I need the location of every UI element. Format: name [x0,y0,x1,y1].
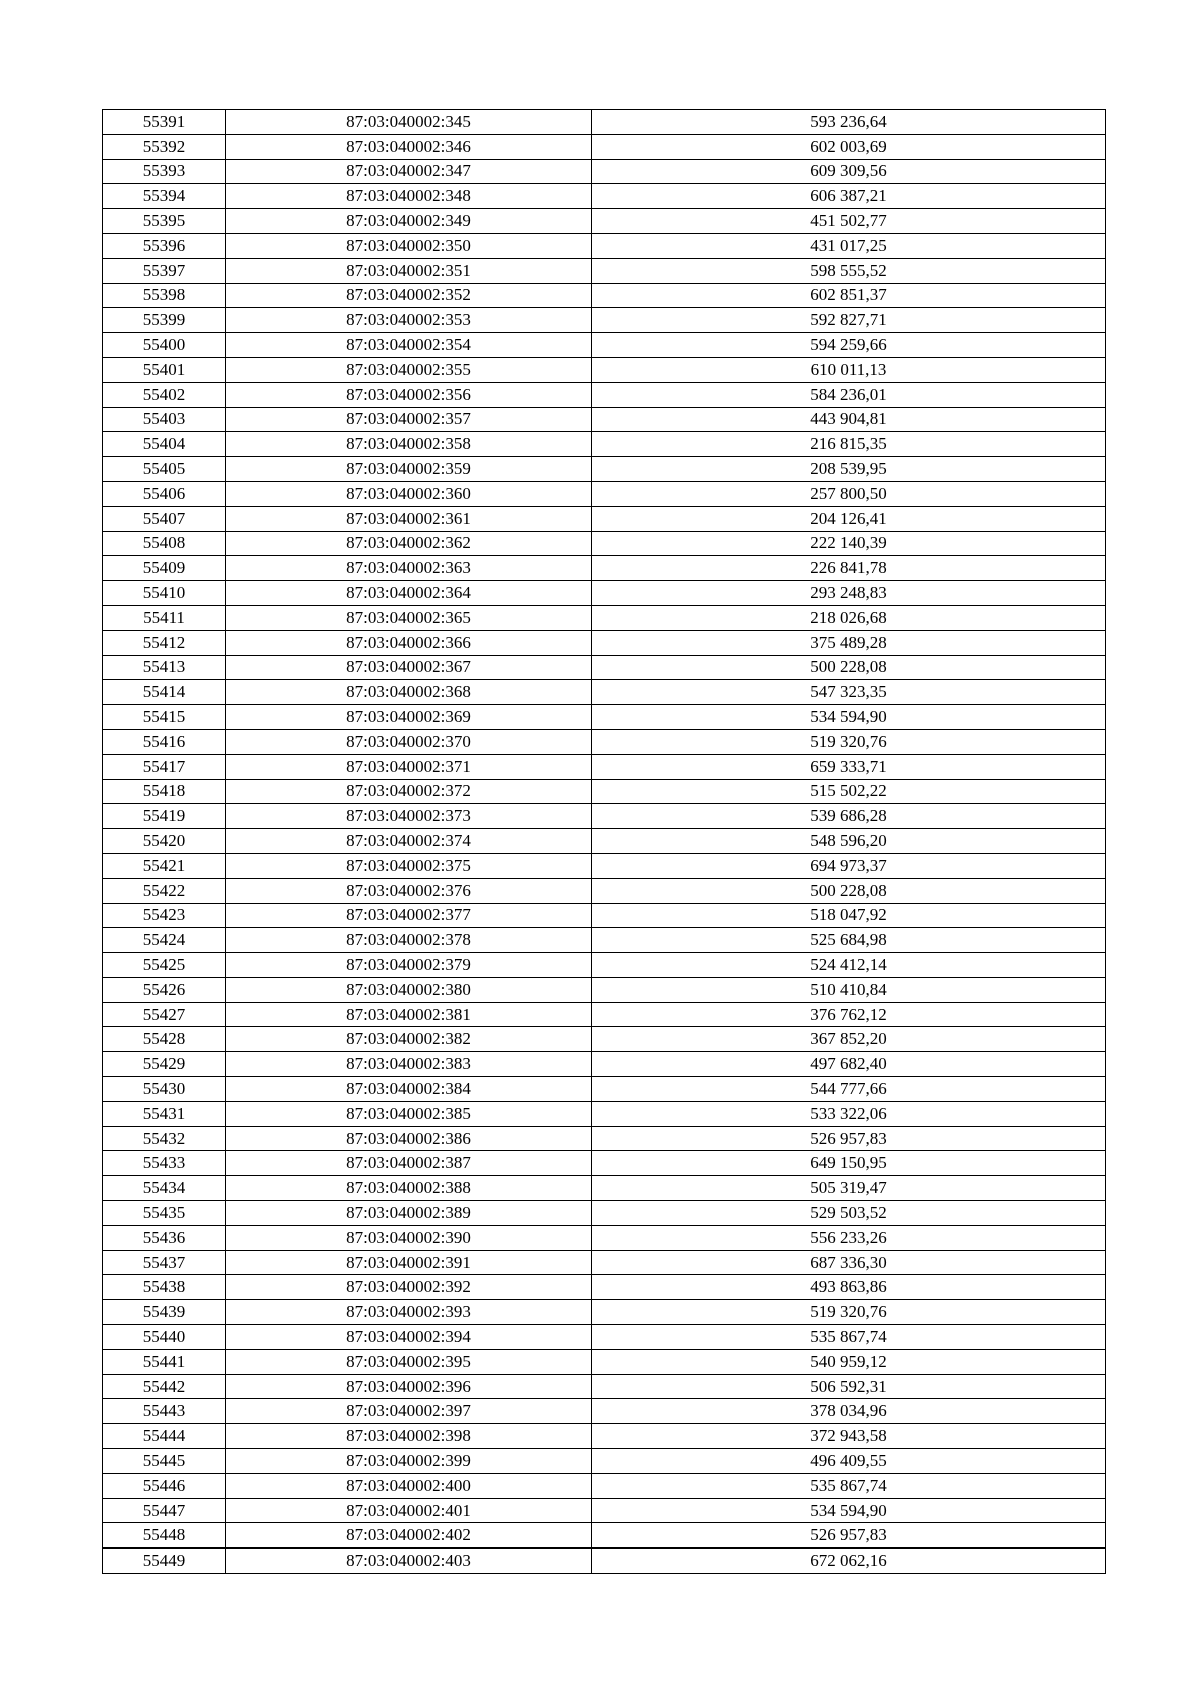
cadastral-number-cell: 87:03:040002:354 [226,333,592,358]
cadastral-number-cell: 87:03:040002:353 [226,308,592,333]
cadastral-number-cell: 87:03:040002:403 [226,1548,592,1573]
cadastral-number-cell: 87:03:040002:356 [226,382,592,407]
cadastral-value-cell: 505 319,47 [592,1176,1106,1201]
cadastral-number-cell: 87:03:040002:400 [226,1473,592,1498]
row-number-cell: 55443 [103,1399,226,1424]
cadastral-number-cell: 87:03:040002:396 [226,1374,592,1399]
table-row [103,953,1106,978]
cadastral-value-cell: 592 827,71 [592,308,1106,333]
cadastral-value-cell: 534 594,90 [592,1498,1106,1523]
table-row [103,581,1106,606]
cadastral-number-cell: 87:03:040002:374 [226,829,592,854]
cadastral-value-cell: 293 248,83 [592,581,1106,606]
table-row [103,1548,1106,1573]
table-row [103,1101,1106,1126]
row-number-cell: 55400 [103,333,226,358]
cadastral-number-cell: 87:03:040002:363 [226,556,592,581]
row-number-cell: 55424 [103,928,226,953]
table-row [103,1399,1106,1424]
table-row [103,134,1106,159]
row-number-cell: 55420 [103,829,226,854]
row-number-cell: 55435 [103,1201,226,1226]
table-row [103,1523,1106,1548]
cadastral-number-cell: 87:03:040002:371 [226,754,592,779]
table-row [103,258,1106,283]
cadastral-number-cell: 87:03:040002:375 [226,853,592,878]
table-row [103,1027,1106,1052]
table-row [103,1002,1106,1027]
cadastral-number-cell: 87:03:040002:362 [226,531,592,556]
cadastral-value-cell: 218 026,68 [592,605,1106,630]
cadastral-number-cell: 87:03:040002:367 [226,655,592,680]
row-number-cell: 55399 [103,308,226,333]
cadastral-value-cell: 649 150,95 [592,1151,1106,1176]
row-number-cell: 55412 [103,630,226,655]
cadastral-value-cell: 222 140,39 [592,531,1106,556]
cadastral-value-cell: 510 410,84 [592,977,1106,1002]
row-number-cell: 55403 [103,407,226,432]
cadastral-value-cell: 602 003,69 [592,134,1106,159]
cadastral-number-cell: 87:03:040002:388 [226,1176,592,1201]
row-number-cell: 55433 [103,1151,226,1176]
cadastral-value-cell: 506 592,31 [592,1374,1106,1399]
cadastral-number-cell: 87:03:040002:372 [226,779,592,804]
cadastral-value-cell: 529 503,52 [592,1201,1106,1226]
row-number-cell: 55397 [103,258,226,283]
table-row [103,432,1106,457]
cadastral-number-cell: 87:03:040002:346 [226,134,592,159]
cadastral-number-cell: 87:03:040002:390 [226,1225,592,1250]
row-number-cell: 55402 [103,382,226,407]
cadastral-value-cell: 216 815,35 [592,432,1106,457]
table-row [103,308,1106,333]
cadastral-value-cell: 535 867,74 [592,1473,1106,1498]
cadastral-value-cell: 443 904,81 [592,407,1106,432]
cadastral-number-cell: 87:03:040002:401 [226,1498,592,1523]
cadastral-value-cell: 544 777,66 [592,1077,1106,1102]
row-number-cell: 55408 [103,531,226,556]
table-row [103,878,1106,903]
cadastral-value-cell: 539 686,28 [592,804,1106,829]
cadastral-value-cell: 606 387,21 [592,184,1106,209]
table-row [103,903,1106,928]
cadastral-number-cell: 87:03:040002:377 [226,903,592,928]
cadastral-number-cell: 87:03:040002:355 [226,357,592,382]
cadastral-value-cell: 376 762,12 [592,1002,1106,1027]
cadastral-number-cell: 87:03:040002:365 [226,605,592,630]
table-row [103,829,1106,854]
row-number-cell: 55445 [103,1449,226,1474]
cadastral-value-cell: 598 555,52 [592,258,1106,283]
row-number-cell: 55425 [103,953,226,978]
cadastral-number-cell: 87:03:040002:402 [226,1523,592,1548]
cadastral-number-cell: 87:03:040002:352 [226,283,592,308]
table-row [103,110,1106,135]
row-number-cell: 55411 [103,605,226,630]
table-row [103,1176,1106,1201]
cadastral-value-cell: 519 320,76 [592,1300,1106,1325]
cadastral-value-cell: 694 973,37 [592,853,1106,878]
cadastral-number-cell: 87:03:040002:347 [226,159,592,184]
cadastral-number-cell: 87:03:040002:397 [226,1399,592,1424]
table-row [103,779,1106,804]
row-number-cell: 55429 [103,1052,226,1077]
cadastral-number-cell: 87:03:040002:383 [226,1052,592,1077]
cadastral-value-cell: 493 863,86 [592,1275,1106,1300]
table-row [103,1300,1106,1325]
row-number-cell: 55418 [103,779,226,804]
row-number-cell: 55401 [103,357,226,382]
cadastral-number-cell: 87:03:040002:392 [226,1275,592,1300]
cadastral-value-cell: 431 017,25 [592,233,1106,258]
table-row [103,928,1106,953]
row-number-cell: 55427 [103,1002,226,1027]
cadastral-value-cell: 208 539,95 [592,457,1106,482]
table-row [103,1275,1106,1300]
cadastral-value-cell: 556 233,26 [592,1225,1106,1250]
cadastral-value-cell: 497 682,40 [592,1052,1106,1077]
cadastral-number-cell: 87:03:040002:345 [226,110,592,135]
table-row [103,1498,1106,1523]
cadastral-value-cell: 548 596,20 [592,829,1106,854]
table-row [103,853,1106,878]
row-number-cell: 55447 [103,1498,226,1523]
cadastral-value-cell: 610 011,13 [592,357,1106,382]
row-number-cell: 55407 [103,506,226,531]
cadastral-number-cell: 87:03:040002:382 [226,1027,592,1052]
cadastral-value-cell: 526 957,83 [592,1523,1106,1548]
table-row [103,804,1106,829]
row-number-cell: 55392 [103,134,226,159]
cadastral-number-cell: 87:03:040002:357 [226,407,592,432]
cadastral-number-cell: 87:03:040002:364 [226,581,592,606]
cadastral-value-cell: 526 957,83 [592,1126,1106,1151]
row-number-cell: 55413 [103,655,226,680]
cadastral-value-cell: 584 236,01 [592,382,1106,407]
cadastral-number-cell: 87:03:040002:349 [226,209,592,234]
row-number-cell: 55396 [103,233,226,258]
row-number-cell: 55442 [103,1374,226,1399]
cadastral-value-cell: 594 259,66 [592,333,1106,358]
cadastral-value-cell: 496 409,55 [592,1449,1106,1474]
cadastral-value-cell: 609 309,56 [592,159,1106,184]
row-number-cell: 55421 [103,853,226,878]
row-number-cell: 55395 [103,209,226,234]
cadastral-number-cell: 87:03:040002:399 [226,1449,592,1474]
row-number-cell: 55441 [103,1349,226,1374]
table-row [103,333,1106,358]
table-row [103,481,1106,506]
table-row [103,1374,1106,1399]
table-row [103,556,1106,581]
cadastral-number-cell: 87:03:040002:348 [226,184,592,209]
row-number-cell: 55426 [103,977,226,1002]
cadastral-value-cell: 519 320,76 [592,729,1106,754]
row-number-cell: 55393 [103,159,226,184]
row-number-cell: 55428 [103,1027,226,1052]
row-number-cell: 55423 [103,903,226,928]
cadastral-number-cell: 87:03:040002:395 [226,1349,592,1374]
cadastral-number-cell: 87:03:040002:381 [226,1002,592,1027]
table-body [103,110,1106,1574]
table-row [103,457,1106,482]
cadastral-value-cell: 518 047,92 [592,903,1106,928]
cadastral-value-cell: 372 943,58 [592,1424,1106,1449]
table-row [103,655,1106,680]
cadastral-value-cell: 540 959,12 [592,1349,1106,1374]
cadastral-number-cell: 87:03:040002:385 [226,1101,592,1126]
cadastral-number-cell: 87:03:040002:378 [226,928,592,953]
row-number-cell: 55410 [103,581,226,606]
table-row [103,705,1106,730]
table-row [103,605,1106,630]
cadastral-value-cell: 672 062,16 [592,1548,1106,1573]
cadastral-number-cell: 87:03:040002:379 [226,953,592,978]
row-number-cell: 55404 [103,432,226,457]
cadastral-number-cell: 87:03:040002:361 [226,506,592,531]
cadastral-number-cell: 87:03:040002:358 [226,432,592,457]
row-number-cell: 55417 [103,754,226,779]
table-row [103,1349,1106,1374]
row-number-cell: 55434 [103,1176,226,1201]
row-number-cell: 55448 [103,1523,226,1548]
table-row [103,357,1106,382]
cadastral-value-cell: 257 800,50 [592,481,1106,506]
cadastral-value-cell: 367 852,20 [592,1027,1106,1052]
cadastral-number-cell: 87:03:040002:384 [226,1077,592,1102]
cadastral-number-cell: 87:03:040002:394 [226,1325,592,1350]
cadastral-number-cell: 87:03:040002:360 [226,481,592,506]
row-number-cell: 55405 [103,457,226,482]
table-row [103,184,1106,209]
cadastral-number-cell: 87:03:040002:368 [226,680,592,705]
row-number-cell: 55449 [103,1548,226,1573]
cadastral-value-cell: 659 333,71 [592,754,1106,779]
row-number-cell: 55422 [103,878,226,903]
table-row [103,1250,1106,1275]
table-row [103,630,1106,655]
table-row [103,1052,1106,1077]
cadastral-number-cell: 87:03:040002:373 [226,804,592,829]
table-row [103,1473,1106,1498]
cadastral-number-cell: 87:03:040002:350 [226,233,592,258]
row-number-cell: 55406 [103,481,226,506]
cadastral-number-cell: 87:03:040002:387 [226,1151,592,1176]
cadastral-value-cell: 451 502,77 [592,209,1106,234]
cadastral-number-cell: 87:03:040002:391 [226,1250,592,1275]
cadastral-number-cell: 87:03:040002:376 [226,878,592,903]
cadastral-number-cell: 87:03:040002:393 [226,1300,592,1325]
table-row [103,407,1106,432]
cadastral-value-cell: 204 126,41 [592,506,1106,531]
cadastral-value-cell: 534 594,90 [592,705,1106,730]
row-number-cell: 55430 [103,1077,226,1102]
table-row [103,729,1106,754]
table-row [103,382,1106,407]
cadastral-value-cell: 602 851,37 [592,283,1106,308]
table-row [103,1201,1106,1226]
cadastral-number-cell: 87:03:040002:369 [226,705,592,730]
cadastral-number-cell: 87:03:040002:359 [226,457,592,482]
cadastral-value-cell: 500 228,08 [592,655,1106,680]
cadastral-value-cell: 533 322,06 [592,1101,1106,1126]
cadastral-value-cell: 515 502,22 [592,779,1106,804]
row-number-cell: 55416 [103,729,226,754]
cadastral-number-cell: 87:03:040002:380 [226,977,592,1002]
cadastral-value-cell: 687 336,30 [592,1250,1106,1275]
row-number-cell: 55414 [103,680,226,705]
cadastral-number-cell: 87:03:040002:389 [226,1201,592,1226]
table-row [103,1151,1106,1176]
cadastral-value-cell: 375 489,28 [592,630,1106,655]
cadastral-value-cell: 378 034,96 [592,1399,1106,1424]
row-number-cell: 55446 [103,1473,226,1498]
row-number-cell: 55440 [103,1325,226,1350]
table-row [103,1325,1106,1350]
cadastral-value-table [102,109,1106,1574]
row-number-cell: 55437 [103,1250,226,1275]
row-number-cell: 55415 [103,705,226,730]
table-row [103,233,1106,258]
cadastral-number-cell: 87:03:040002:351 [226,258,592,283]
row-number-cell: 55438 [103,1275,226,1300]
cadastral-value-cell: 593 236,64 [592,110,1106,135]
cadastral-value-cell: 524 412,14 [592,953,1106,978]
cadastral-number-cell: 87:03:040002:386 [226,1126,592,1151]
table-row [103,531,1106,556]
table-row [103,1077,1106,1102]
row-number-cell: 55394 [103,184,226,209]
table-row [103,680,1106,705]
cadastral-value-cell: 535 867,74 [592,1325,1106,1350]
cadastral-value-cell: 500 228,08 [592,878,1106,903]
row-number-cell: 55409 [103,556,226,581]
table-row [103,283,1106,308]
row-number-cell: 55432 [103,1126,226,1151]
table-row [103,1225,1106,1250]
cadastral-value-cell: 226 841,78 [592,556,1106,581]
table-row [103,977,1106,1002]
row-number-cell: 55439 [103,1300,226,1325]
row-number-cell: 55398 [103,283,226,308]
table-row [103,754,1106,779]
table-row [103,1449,1106,1474]
row-number-cell: 55436 [103,1225,226,1250]
cadastral-value-cell: 547 323,35 [592,680,1106,705]
table-row [103,209,1106,234]
cadastral-number-cell: 87:03:040002:398 [226,1424,592,1449]
row-number-cell: 55444 [103,1424,226,1449]
cadastral-number-cell: 87:03:040002:370 [226,729,592,754]
table-row [103,159,1106,184]
row-number-cell: 55419 [103,804,226,829]
row-number-cell: 55391 [103,110,226,135]
table-row [103,1424,1106,1449]
table-row [103,506,1106,531]
row-number-cell: 55431 [103,1101,226,1126]
table-row [103,1126,1106,1151]
cadastral-value-cell: 525 684,98 [592,928,1106,953]
cadastral-number-cell: 87:03:040002:366 [226,630,592,655]
